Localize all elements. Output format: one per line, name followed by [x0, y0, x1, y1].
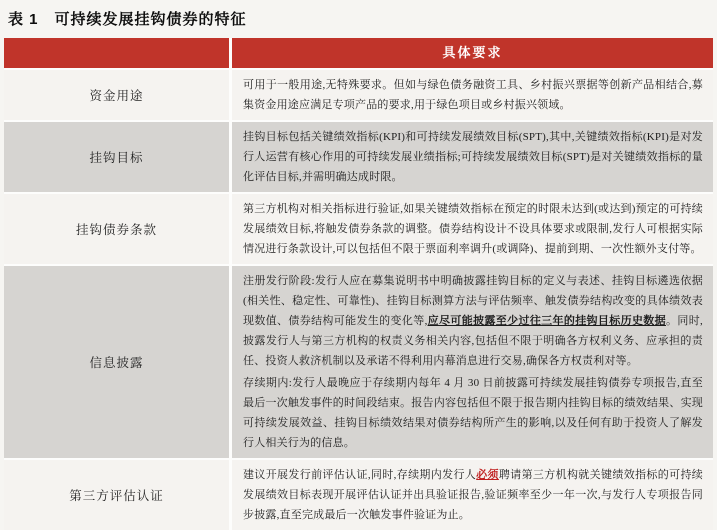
table-header-row — [4, 38, 713, 68]
row-paragraph — [243, 199, 703, 259]
table-row — [4, 460, 713, 530]
row-label: 挂钩债券条款 — [4, 194, 229, 264]
row-paragraph — [243, 127, 703, 187]
row-content — [232, 122, 713, 192]
text-segment: 存续期内:发行人最晚应于存续期内每年 4 月 30 日前披露可持续发展挂钩债券专项报告,直至最后一次触发事件的时间段结束。报告内容包括但不限于报告期内挂钩目标的绩效结果、实现可持续发展效益、挂钩目标绩效结果对债券结构所产生的影响,以及任何有助于投资人了解发行人相关行为的信息。 — [243, 377, 703, 449]
table-row — [4, 194, 713, 264]
row-paragraph — [243, 271, 703, 371]
row-paragraph — [243, 75, 703, 115]
row-content — [232, 194, 713, 264]
row-label: 第三方评估认证 — [4, 460, 229, 530]
row-paragraph — [243, 373, 703, 453]
table-row — [4, 70, 713, 120]
slb-characteristics-table — [4, 38, 713, 530]
table-title: 表 1 可持续发展挂钩债券的特征 — [8, 11, 247, 28]
row-content — [232, 70, 713, 120]
row-content — [232, 266, 713, 458]
text-segment: 挂钩目标包括关键绩效指标(KPI)和可持续发展绩效目标(SPT),其中,关键绩效指标(KPI)是对发行人运营有核心作用的可持续发展业绩指标;可持续发展绩效目标(SPT)是对关键绩效指标的量化评估目标,并需明确达成时限。 — [243, 131, 703, 183]
row-content — [232, 460, 713, 530]
text-segment: 建议开展发行前评估认证,同时,存续期内发行人 — [243, 469, 477, 481]
row-paragraph — [243, 465, 703, 525]
text-segment: 第三方机构对相关指标进行验证,如果关键绩效指标在预定的时限未达到(或达到)预定的可持续发展绩效目标,将触发债券条款的调整。债券结构设计不设具体要求或限制,发行人可根据实际情况进行条款设计,可以包括但不限于票面利率调升(或调降)、提前到期、一次性额外支付等。 — [243, 203, 703, 255]
table-body — [4, 70, 713, 530]
row-label: 信息披露 — [4, 266, 229, 458]
text-segment: 可用于一般用途,无特殊要求。但如与绿色债务融资工具、乡村振兴票据等创新产品相结合,募集资金用途应满足专项产品的要求,用于绿色项目或乡村振兴领域。 — [243, 79, 703, 111]
text-segment: 应尽可能披露至少过往三年的挂钩目标历史数据 — [427, 315, 666, 327]
row-label: 挂钩目标 — [4, 122, 229, 192]
table-row — [4, 266, 713, 458]
row-label: 资金用途 — [4, 70, 229, 120]
table-row — [4, 122, 713, 192]
text-segment: 必须 — [476, 469, 499, 481]
text-segment: 注册发行阶段:发行人应在募集说明书中明确披露挂钩目标的定义与表述、挂钩目标遴选依据(相关性、稳定性、可靠性)、挂钩目标测算方法与评估频率、触发债券结构改变的具体绩效表现数值、债券结构可能发生的变化等, — [243, 275, 703, 327]
header-requirements-cell: 具体要求 — [232, 38, 713, 68]
text-segment: 。同时,披露发行人与第三方机构的权责义务相关内容,包括但不限于明确各方权利义务、应承担的责任、投资人救济机制以及承诺不得利用内幕消息进行交易,确保各方权责利对等。 — [243, 315, 703, 367]
header-empty-cell — [4, 38, 229, 68]
text-segment: 聘请第三方机构就关键绩效指标的可持续发展绩效目标表现开展评估认证并出具验证报告,验证频率至少一年一次,与发行人专项报告同步披露,直至完成最后一次触发事件验证为止。 — [243, 469, 703, 521]
